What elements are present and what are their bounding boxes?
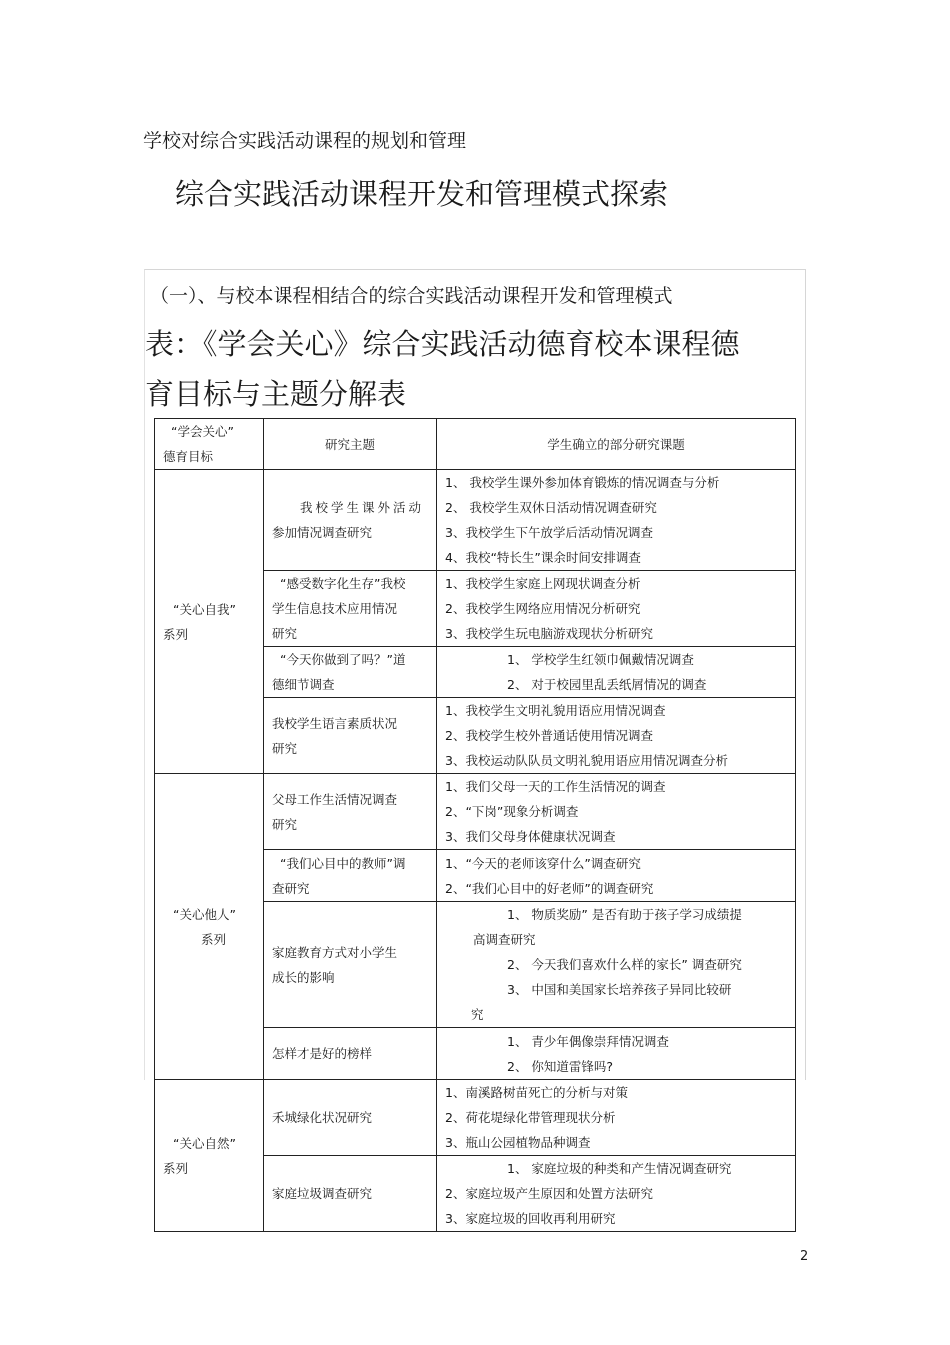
project-item: 3、我们父母身体健康状况调查 <box>445 829 616 844</box>
project-item: 1、我校学生家庭上网现状调查分析 <box>445 576 641 591</box>
topic-cell <box>264 1156 437 1232</box>
category-suffix: 系列 <box>163 626 189 642</box>
header-projects: 学生确立的部分研究课题 <box>437 419 796 470</box>
project-item: 1、我校学生文明礼貌用语应用情况调查 <box>445 703 666 718</box>
project-item: 1、 家庭垃圾的种类和产生情况调查研究 <box>507 1161 732 1176</box>
table-row <box>155 470 796 571</box>
project-item: 高调查研究 <box>473 932 536 947</box>
project-item: 1、南溪路树苗死亡的分析与对策 <box>445 1085 628 1100</box>
project-item: 2、 我校学生双休日活动情况调查研究 <box>445 500 657 515</box>
header-goal <box>155 419 264 470</box>
project-item: 2、“我们心目中的好老师”的调查研究 <box>445 880 654 896</box>
project-item: 1、 我校学生课外参加体育锻炼的情况调查与分析 <box>445 475 720 490</box>
projects-cell <box>437 902 796 1028</box>
project-item: 2、家庭垃圾产生原因和处置方法研究 <box>445 1186 653 1201</box>
projects-cell <box>437 774 796 850</box>
projects-cell <box>437 698 796 774</box>
topic-line: 研究 <box>272 740 298 756</box>
topic-line: “今天你做到了吗？”道 <box>280 652 406 667</box>
topic-line: “我们心目中的教师”调 <box>280 855 406 871</box>
project-item: 3、 中国和美国家长培养孩子异同比较研 <box>507 982 732 997</box>
table-row <box>155 1080 796 1156</box>
header-topic: 研究主题 <box>264 419 437 470</box>
projects-cell <box>437 571 796 647</box>
topic-cell <box>264 470 437 571</box>
topic-cell <box>264 774 437 850</box>
topic-line: 我校学生课外活动 <box>300 500 425 515</box>
category-label: “关心自然” <box>173 1135 236 1151</box>
topic-line: 禾城绿化状况研究 <box>272 1110 373 1125</box>
projects-cell <box>437 1080 796 1156</box>
goal-topic-table <box>154 418 796 1232</box>
topic-line: 德细节调查 <box>272 677 335 692</box>
project-item: 1、 青少年偶像崇拜情况调查 <box>507 1033 669 1049</box>
project-item: 2、 今天我们喜欢什么样的家长” 调查研究 <box>507 957 742 972</box>
page-title: 综合实践活动课程开发和管理模式探索 <box>175 177 669 211</box>
topic-cell <box>264 698 437 774</box>
header-line: 学校对综合实践活动课程的规划和管理 <box>143 130 467 152</box>
topic-cell <box>264 850 437 902</box>
topic-line: 研究 <box>272 816 298 832</box>
project-item: 究 <box>471 1007 484 1022</box>
topic-cell <box>264 1028 437 1080</box>
project-item: 1、 学校学生红领巾佩戴情况调查 <box>507 652 694 667</box>
project-item: 3、我校学生玩电脑游戏现状分析研究 <box>445 626 653 641</box>
topic-cell <box>264 902 437 1028</box>
category-suffix: 系列 <box>163 1160 189 1176</box>
project-item: 1、“今天的老师该穿什么”调查研究 <box>445 855 641 871</box>
topic-line: 参加情况调查研究 <box>272 525 373 540</box>
category-suffix: 系列 <box>201 931 227 947</box>
topic-line: 家庭教育方式对小学生 <box>272 944 398 960</box>
header-goal-line2: 德育目标 <box>163 449 214 464</box>
header-goal-line1: “学会关心” <box>171 424 234 439</box>
project-item: 4、我校“特长生”课余时间安排调查 <box>445 550 641 565</box>
topic-cell <box>264 1080 437 1156</box>
section-heading: （一）、与校本课程相结合的综合实践活动课程开发和管理模式 <box>150 285 673 307</box>
project-item: 3、家庭垃圾的回收再利用研究 <box>445 1211 616 1226</box>
category-cell <box>155 774 264 1080</box>
topic-line: 查研究 <box>272 880 310 896</box>
topic-line: “感受数字化生存”我校 <box>280 576 406 591</box>
category-cell <box>155 470 264 774</box>
table-title-line-2: 育目标与主题分解表 <box>145 377 407 411</box>
projects-cell <box>437 1156 796 1232</box>
table-row <box>155 774 796 850</box>
project-item: 3、我校运动队队员文明礼貌用语应用情况调查分析 <box>445 753 728 768</box>
topic-line: 父母工作生活情况调查 <box>272 791 398 807</box>
project-item: 1、我们父母一天的工作生活情况的调查 <box>445 779 666 794</box>
project-item: 2、我校学生校外普通话使用情况调查 <box>445 728 653 743</box>
table-header-row <box>155 419 796 470</box>
project-item: 2、荷花堤绿化带管理现状分析 <box>445 1110 616 1125</box>
projects-cell <box>437 1028 796 1080</box>
page-number: 2 <box>800 1249 809 1264</box>
project-item: 1、 物质奖励” 是否有助于孩子学习成绩提 <box>507 907 742 922</box>
projects-cell <box>437 470 796 571</box>
topic-line: 研究 <box>272 626 298 641</box>
projects-cell <box>437 647 796 698</box>
project-item: 2、“下岗”现象分析调查 <box>445 804 579 819</box>
project-item: 2、 对于校园里乱丢纸屑情况的调查 <box>507 677 707 692</box>
project-item: 3、瓶山公园植物品种调查 <box>445 1135 591 1150</box>
category-label: “关心自我” <box>173 601 236 617</box>
project-item: 2、 你知道雷锋吗? <box>507 1058 614 1074</box>
topic-cell <box>264 571 437 647</box>
topic-line: 家庭垃圾调查研究 <box>272 1186 373 1201</box>
projects-cell <box>437 850 796 902</box>
category-label: “关心他人” <box>173 906 236 922</box>
project-item: 2、我校学生网络应用情况分析研究 <box>445 601 641 616</box>
table-title-line-1: 表：《学会关心》综合实践活动德育校本课程德 <box>145 327 740 361</box>
topic-line: 怎样才是好的榜样 <box>272 1046 373 1061</box>
topic-line: 学生信息技术应用情况 <box>272 601 398 616</box>
project-item: 3、我校学生下午放学后活动情况调查 <box>445 525 653 540</box>
topic-line: 我校学生语言素质状况 <box>272 715 398 731</box>
category-cell <box>155 1080 264 1232</box>
topic-cell <box>264 647 437 698</box>
topic-line: 成长的影响 <box>272 969 335 985</box>
